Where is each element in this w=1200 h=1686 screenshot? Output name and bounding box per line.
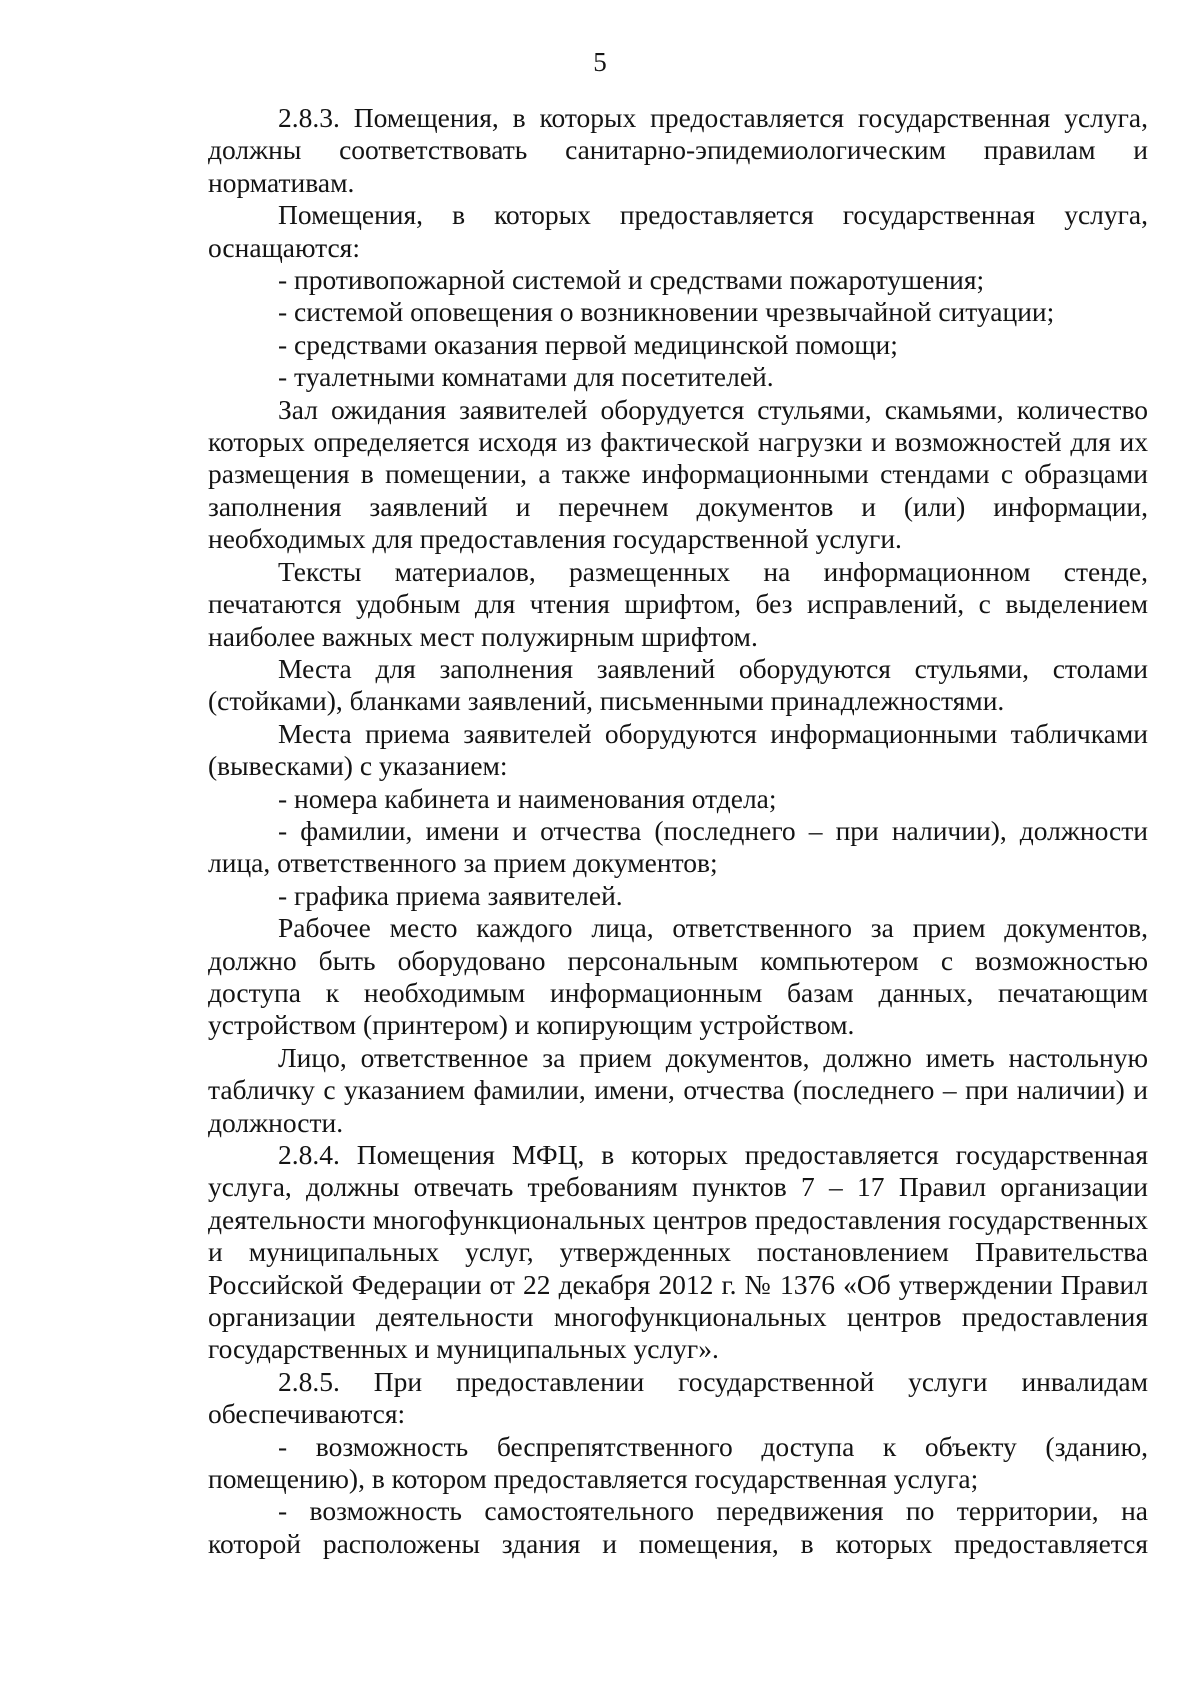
list-item-independent-movement: - возможность самостоятельного передвижения по территории, на которой расположены здания и помещения, в которых предоставляется	[208, 1495, 1148, 1559]
page-number: 5	[593, 47, 607, 77]
paragraph-waiting-hall: Зал ожидания заявителей оборудуется стульями, скамьями, количество которых определяется исходя из фактической нагрузки и возможностей для их размещения в помещении, а также информационными стендами с образцами заполнения заявлений и перечнем документов и (или) информации, необходимых для предоставления государственной услуги.	[208, 393, 1148, 555]
document-body	[208, 102, 1148, 1560]
paragraph-reception-places: Места приема заявителей оборудуются информационными табличками (вывесками) с указанием:	[208, 717, 1148, 782]
paragraph-desk-sign: Лицо, ответственное за прием документов, должно иметь настольную табличку с указанием фамилии, имени, отчества (последнего – при наличии) и должности.	[208, 1041, 1148, 1138]
list-item-toilets: - туалетными комнатами для посетителей.	[278, 361, 774, 393]
list-item-office-number: - номера кабинета и наименования отдела;	[278, 782, 777, 814]
paragraph-workplace: Рабочее место каждого лица, ответственного за прием документов, должно быть оборудовано персональным компьютером с возможностью доступа к необходимым информационным базам данных, печатающим устройством (принтером) и копирующим устройством.	[208, 912, 1148, 1041]
list-item-fire-system: - противопожарной системой и средствами пожаротушения;	[278, 264, 985, 296]
paragraph-filling-places: Места для заполнения заявлений оборудуются стульями, столами (стойками), бланками заявлений, письменными принадлежностями.	[208, 652, 1148, 717]
list-item-first-aid: - средствами оказания первой медицинской помощи;	[278, 328, 898, 360]
paragraph-2-8-5: 2.8.5. При предоставлении государственной услуги инвалидам обеспечиваются:	[208, 1365, 1148, 1430]
paragraph-stand-texts: Тексты материалов, размещенных на информационном стенде, печатаются удобным для чтения шрифтом, без исправлений, с выделением наиболее важных мест полужирным шрифтом.	[208, 555, 1148, 652]
paragraph-2-8-4: 2.8.4. Помещения МФЦ, в которых предоставляется государственная услуга, должны отвечать требованиям пунктов 7 – 17 Правил организации деятельности многофункциональных центров предоставления государственных и муниципальных услуг, утвержденных постановлением Правительства Российской Федерации от 22 декабря 2012 г. № 1376 «Об утверждении Правил организации деятельности многофункциональных центров предоставления государственных и муниципальных услуг».	[208, 1139, 1148, 1365]
paragraph-equipment-intro: Помещения, в которых предоставляется государственная услуга, оснащаются:	[208, 199, 1148, 263]
paragraph-2-8-3: 2.8.3. Помещения, в которых предоставляется государственная услуга, должны соответствовать санитарно-эпидемиологическим правилам и нормативам.	[208, 102, 1148, 198]
list-item-emergency-alert: - системой оповещения о возникновении чрезвычайной ситуации;	[278, 296, 1055, 328]
list-item-schedule: - графика приема заявителей.	[278, 879, 623, 911]
list-item-responsible-person: - фамилии, имени и отчества (последнего – при наличии), должности лица, ответственного за прием документов;	[208, 814, 1148, 879]
list-item-barrier-free-access: - возможность беспрепятственного доступа к объекту (зданию, помещению), в котором предоставляется государственная услуга;	[208, 1430, 1148, 1495]
